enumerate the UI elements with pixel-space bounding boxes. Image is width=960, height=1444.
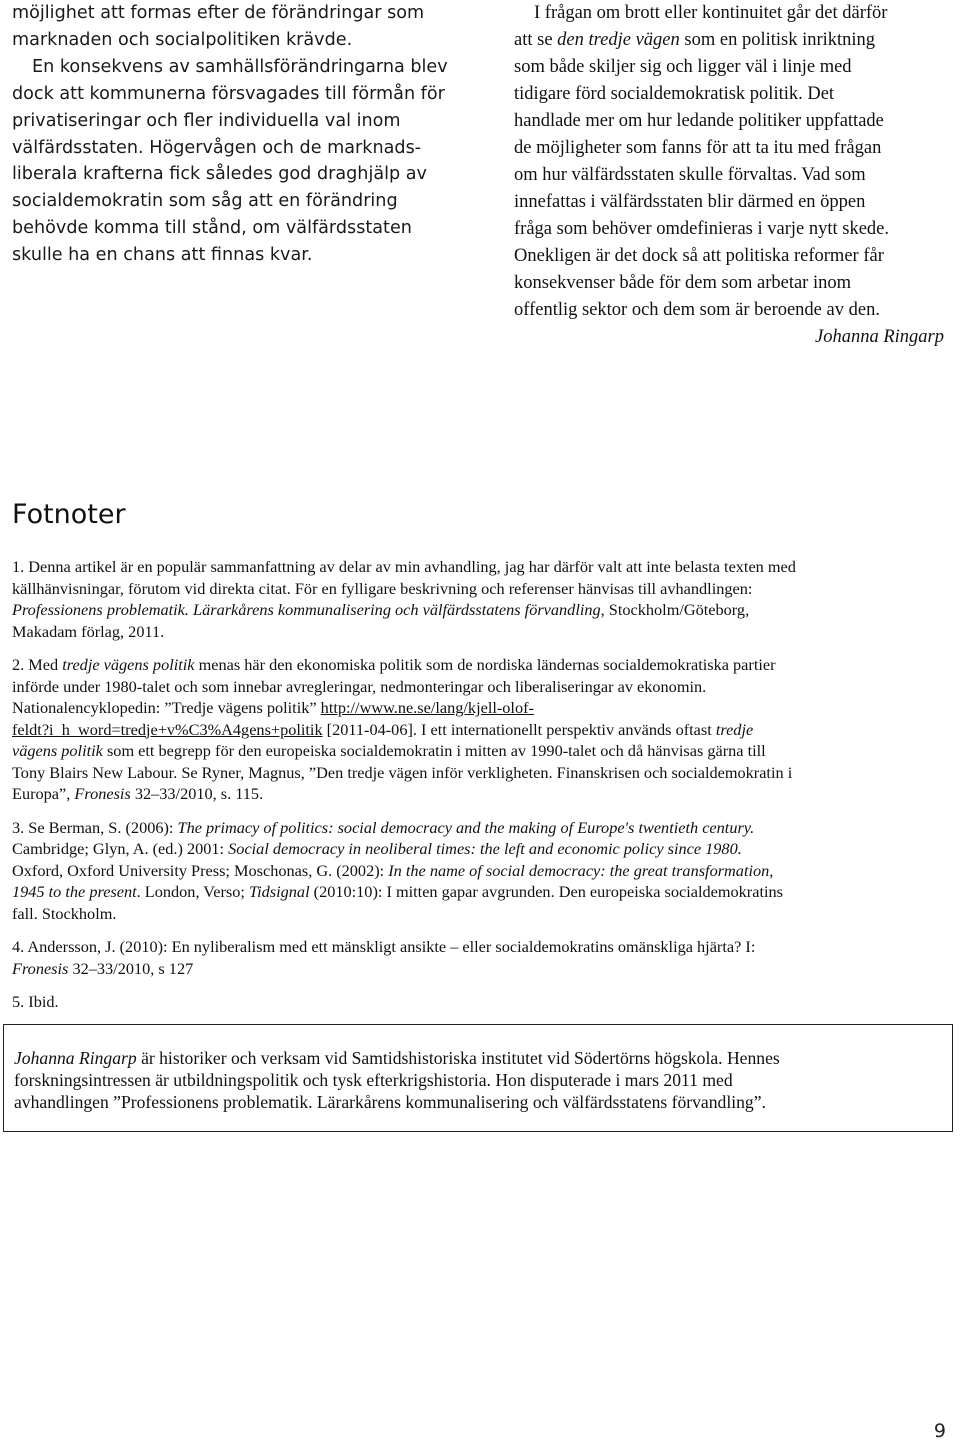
text-line: fråga som behöver omdefinieras i varje nytt skede. (514, 219, 890, 239)
footnotes-list (12, 556, 950, 1025)
text-line: privatiseringar och fler individuella val inom (12, 110, 401, 131)
footnotes-heading: Fotnoter (12, 499, 126, 530)
text-line: konsekvenser både för dem som arbetar inom (514, 273, 852, 293)
text-line: offentlig sektor och dem som är beroende av den. (514, 300, 880, 320)
text-line: I frågan om brott eller kontinuitet går det därför (534, 3, 888, 23)
text-line: om hur välfärdsstaten skulle förvaltas. Vad som (514, 165, 866, 185)
footnote-4: 4. Andersson, J. (2010): En nyliberalism med ett mänskligt ansikte – eller socialdemokratins omänskliga hjärta? I: Fronesis 32–33/2010, s 127 (12, 937, 756, 978)
footnote-2: 2. Med tredje vägens politik menas här den ekonomiska politik som de nordiska ländernas socialdemokratiska partier införde under 1980-talet och som innebar avregleringar, nedmonteringar och liberaliseringar av ekonomin. Nationalencyklopedin: ”Tredje vägens politik” http://www.ne.se/lang/kjell-olof- feldt?i_h_word=tredje+v%C3%A4gens+politik [2011-04-06]. I ett internationellt perspektiv används oftast tredje vägens politik som ett begrepp för den europeiska socialdemokratin i mitten av 1990-talet och då hänvisas gärna till Tony Blairs New Labour. Se Ryner, Magnus, ”Den tredje vägen inför verkligheten. Finanskrisen och socialdemokratin i Europa”, Fronesis 32–33/2010, s. 115. (12, 655, 793, 803)
text-line: innefattas i välfärdsstaten blir därmed en öppen (514, 192, 866, 212)
text-line: dock att kommunerna försvagades till förmån för (12, 83, 445, 104)
author-bio-box: Johanna Ringarp är historiker och verksam vid Samtidshistoriska institutet vid Södertörns högskola. Hennes forskningsintressen är utbildningspolitik och tysk efterkrigshistoria. Hon disputerade i mars 2011 med avhandlingen ”Professionens problematik. Lärarkårens kommunalisering och välfärdsstatens förvandling”. (3, 1024, 953, 1132)
text-line: marknaden och socialpolitiken krävde. (12, 29, 353, 50)
page-number: 9 (933, 1420, 946, 1442)
emphasis: den tredje vägen (557, 30, 680, 50)
paragraph-continuation (12, 0, 452, 54)
author-name: Johanna Ringarp (14, 1048, 137, 1068)
footnote-1: 1. Denna artikel är en populär sammanfattning av delar av min avhandling, jag har därför valt att inte belasta texten med källhänvisningar, förutom vid direkta citat. För en fylligare beskrivning och referenser hänvisas till avhandlingen: Professionens problematik. Lärarkårens kommunalisering och välfärdsstatens förvandling, Stockholm/Göteborg, Makadam förlag, 2011. (12, 557, 796, 641)
text-line: som både skiljer sig och ligger väl i linje med (514, 57, 852, 77)
text-line: liberala krafterna fick således god draghjälp av (12, 164, 427, 185)
text-line: möjlighet att formas efter de förändringar som (12, 3, 425, 23)
paragraph-body (12, 81, 452, 269)
text-line: Onekligen är det dock så att politiska reformer får (514, 246, 884, 266)
text-line: tidigare förd socialdemokratisk politik. Det (514, 84, 835, 104)
text-line: välfärdsstaten. Högervågen och de marknads- (12, 137, 422, 158)
footnote-3: 3. Se Berman, S. (2006): The primacy of politics: social democracy and the making of Europe's twentieth century. Cambridge; Glyn, A. (ed.) 2001: Social democracy in neoliberal times: the left and economic policy since 1980. Oxford, Oxford University Press; Moschonas, G. (2002): In the name of social democracy: the great transformation, 1945 to the present. London, Verso; Tidsignal (2010:10): I mitten gapar avgrunden. Den europeiska socialdemokratins fall. Stockholm. (12, 817, 783, 923)
right-column (514, 0, 954, 351)
reference-link[interactable]: http://www.ne.se/lang/kjell-olof- (320, 698, 534, 717)
text-line: de möjligheter som fanns för att ta itu med frågan (514, 138, 882, 158)
author-signature: Johanna Ringarp (815, 327, 944, 347)
reference-link[interactable]: feldt?i_h_word=tredje+v%C3%A4gens+politik (12, 719, 323, 739)
text-line: skulle ha en chans att finnas kvar. (12, 245, 313, 266)
text-line: En konsekvens av samhällsförändringarna blev (32, 56, 448, 77)
left-column (12, 0, 452, 269)
paragraph (12, 54, 452, 81)
text-line: handlade mer om hur ledande politiker uppfattade (514, 111, 884, 131)
text-line: socialdemokratin som såg att en förändring (12, 191, 398, 212)
footnote-5: 5. Ibid. (12, 992, 59, 1011)
text-line: behövde komma till stånd, om välfärdsstaten (12, 218, 412, 239)
text-line: att se den tredje vägen som en politisk inriktning (514, 30, 876, 50)
